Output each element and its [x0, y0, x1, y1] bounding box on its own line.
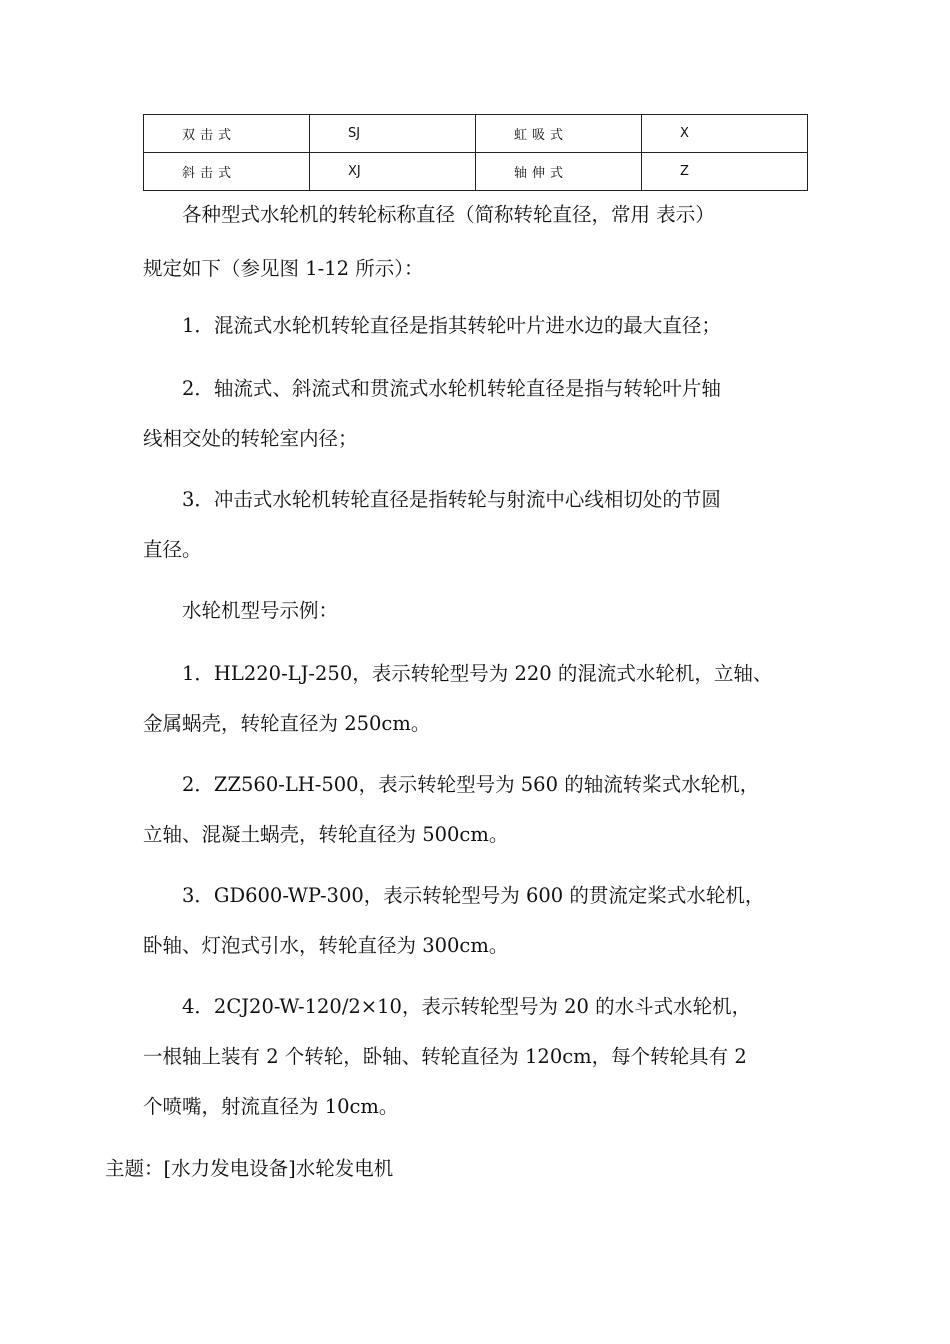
table-row: [144, 153, 808, 191]
type-code-cell: SJ: [310, 115, 476, 153]
type-name-cell: 轴伸式: [476, 153, 642, 191]
subject-line: 主题：[水力发电设备]水轮发电机: [105, 1157, 394, 1180]
rule-item-2-continuation: 线相交处的转轮室内径；: [143, 427, 358, 450]
type-code-cell: XJ: [310, 153, 476, 191]
example-item-4-continuation: 个喷嘴，射流直径为 10cm。: [143, 1095, 399, 1118]
type-name-cell: 双击式: [144, 115, 310, 153]
rule-item-3-continuation: 直径。: [143, 538, 202, 561]
type-name-cell: 斜击式: [144, 153, 310, 191]
type-code-cell: X: [642, 115, 808, 153]
intro-paragraph-line: 各种型式水轮机的转轮标称直径（简称转轮直径，常用 表示）: [182, 203, 715, 226]
example-item-3: 3．GD600-WP-300，表示转轮型号为 600 的贯流定桨式水轮机，: [182, 884, 765, 907]
example-item-4-continuation: 一根轴上装有 2 个转轮，卧轴、转轮直径为 120cm，每个转轮具有 2: [143, 1045, 747, 1068]
example-item-2-continuation: 立轴、混凝土蜗壳，转轮直径为 500cm。: [143, 823, 509, 846]
example-item-4: 4．2CJ20-W-120/2×10，表示转轮型号为 20 的水斗式水轮机，: [182, 995, 752, 1018]
rule-item-3: 3．冲击式水轮机转轮直径是指转轮与射流中心线相切处的节圆: [182, 488, 721, 511]
rule-item-2: 2．轴流式、斜流式和贯流式水轮机转轮直径是指与转轮叶片轴: [182, 377, 721, 400]
example-item-2: 2．ZZ560-LH-500，表示转轮型号为 560 的轴流转桨式水轮机，: [182, 773, 760, 796]
intro-paragraph-line: 规定如下（参见图 1-12 所示）：: [143, 257, 424, 280]
example-item-1-continuation: 金属蜗壳，转轮直径为 250cm。: [143, 712, 431, 735]
type-name-cell: 虹吸式: [476, 115, 642, 153]
example-item-1: 1．HL220-LJ-250，表示转轮型号为 220 的混流式水轮机，立轴、: [182, 662, 773, 685]
turbine-type-code-table: [143, 114, 808, 191]
examples-heading: 水轮机型号示例：: [182, 599, 339, 622]
type-code-cell: Z: [642, 153, 808, 191]
table-row: [144, 115, 808, 153]
rule-item-1: 1．混流式水轮机转轮直径是指其转轮叶片进水边的最大直径；: [182, 314, 721, 337]
example-item-3-continuation: 卧轴、灯泡式引水，转轮直径为 300cm。: [143, 934, 509, 957]
